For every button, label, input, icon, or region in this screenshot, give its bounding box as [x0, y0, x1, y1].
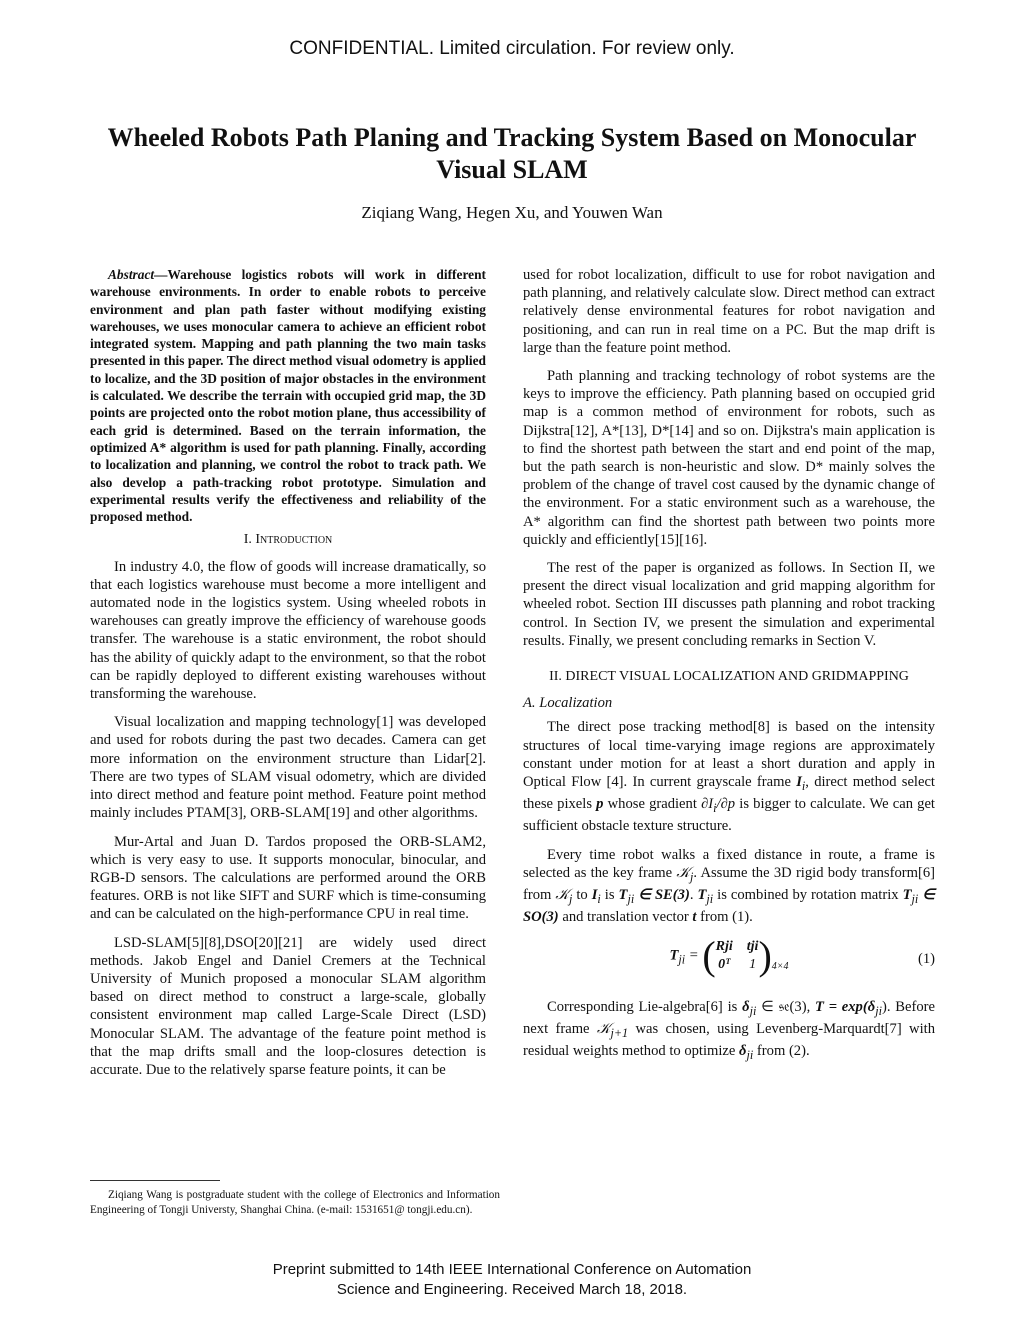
equation-1-body: $T_{ji}$ = ( Rji tji 0ᵀ 1 ) 4×4 [669, 933, 789, 979]
section-number: I. [243, 532, 252, 548]
section-title: Introduction [255, 532, 333, 548]
abstract-text: Warehouse logistics robots will work in different warehouse environments. In order to enable robots to perceive environment and plan path faster without modifying existing warehouses, we uses monocular camera to achieve an efficient robot integrated system. Mapping and path planning the two main tasks presented in this paper. The direct method visual odometry is applied to localize, and the 3D position of major obstacles in the environment is calculated. We describe the terrain with occupied grid map, the 3D points are projected onto the robot motion plane, thus accessibility of each grid is determined. Based on the terrain information, the optimized A* algorithm is used for path planning. Finally, according to localization and planning, we control the robot to track path. We also develop a path-tracking robot prototype. Simulation and experimental results verify the effectiveness and reliability of the proposed method. [90, 267, 486, 525]
intro-paragraph-3: Mur-Artal and Juan D. Tardos proposed the ORB-SLAM2, which is very easy to use. It supports monocular, binocular, and RGB-D sensors. The calculations are performed around the ORB features. ORB is not like SIFT and SURF which is time-consuming and can be calculated on the high-performance CPU in real time. [90, 833, 486, 923]
section-heading-localization: II. DIRECT VISUAL LOCALIZATION AND GRIDMAPPING [549, 669, 909, 685]
footer-line-1: Preprint submitted to 14th IEEE International Conference on Automation [272, 1261, 752, 1278]
abstract-lead: Abstract— [108, 267, 168, 282]
author-footnote: Ziqiang Wang is postgraduate student with the college of Electronics and Information Engineering of Tongji Universty, Shanghai China. (e-mail: 1531651@ tongji.edu.cn). [90, 1189, 500, 1216]
localization-paragraph-3: Corresponding Lie-algebra[6] is $\delta_{ji}$ ∈ 𝔰𝔢(3), $T = \exp(\delta_{ji})$. Before next frame 𝒦$_{j+1}$ was chosen, using Levenberg-Marquardt[7] with residual weights method to optimize $\delta_{ji}$ from (2). [523, 999, 935, 1063]
localization-paragraph-2: Every time robot walks a fixed distance in route, a frame is selected as the key frame 𝒦$_j$. Assume the 3D rigid body transform[6] from 𝒦$_j$ to $I_i$ is $T_{ji}$ ∈ SE(3). $T_{ji}$ is combined by rotation matrix $T_{ji}$ ∈ SO(3) and translation vector t from (1). [523, 846, 935, 925]
equation-1 [523, 933, 935, 990]
intro-paragraph-4: LSD-SLAM[5][8],DSO[20][21] are widely used direct methods. Jakob Engel and Daniel Cremers at the Technical University of Munich proposed a monocular SLAM algorithm based on direct method to construct a large-scale, globally consistent environment map called Large-Scale Direct (LSD) Monocular SLAM. The advantage of the feature point method is that the map drifts small and the loop-closures detection is accurate. Due to the relatively sparse feature points, it can be [90, 934, 486, 1078]
transform-matrix: ( Rji tji 0ᵀ 1 ) 4×4 [702, 933, 789, 979]
intro-paragraph-6: The rest of the paper is organized as follows. In Section II, we present the direct visual localization and grid mapping algorithm for wheeled robot. Section III discusses path planning and robot tracking control. In Section IV, we present the simulation and experimental results. Finally, we present concluding remarks in Section V. [523, 560, 935, 649]
abstract [90, 266, 486, 525]
paper-title: Wheeled Robots Path Planing and Tracking System Based on Monocular Visual SLAM [107, 123, 917, 184]
intro-paragraph-2: Visual localization and mapping technology[1] was developed and used for robots during the past two decades. Camera can get more information on the environment structure than Lidar[2]. There are two types of SLAM visual odometry, which are divided into direct method and feature point method. Feature point method mainly includes PTAM[3], ORB-SLAM[19] and other algorithms. [90, 714, 486, 822]
submission-footer [0, 1260, 1024, 1300]
intro-paragraph-4-continued: used for robot localization, difficult to use for robot navigation and path planning, and relatively calculate slow. Direct method can extract relatively dense environmental features for robot navigation and positioning, and can run in real time on a PC. But the map drift is large than the feature point method. [523, 267, 935, 356]
subsection-heading-localization: A. Localization [523, 695, 613, 712]
localization-paragraph-1: The direct pose tracking method[8] is based on the intensity structures of local time-varying image regions are approximately constant under motion for at least a short duration and apply in Optical Flow [4]. In current grayscale frame $I_i$, direct method select these pixels p whose gradient $\partial I_i/\partial p$ is bigger to calculate. We can get sufficient obstacle texture structure. [523, 719, 935, 835]
footer-line-2: Science and Engineering. Received March 18, 2018. [336, 1281, 688, 1298]
intro-paragraph-1: In industry 4.0, the flow of goods will increase dramatically, so that each logistics warehouse must become a more intelligent and automated node in the logistics system. Using wheeled robots in warehouses can greatly improve the efficiency of warehouse goods transfer. The warehouse is a static environment, the robot should has the ability of quickly adapt to the environment, so that the robot can be rapidly deployed to different existing warehouses without transforming the warehouse. [90, 558, 486, 703]
confidential-banner: CONFIDENTIAL. Limited circulation. For review only. [289, 38, 735, 59]
equation-1-number: (1) [917, 951, 935, 968]
paper-authors: Ziqiang Wang, Hegen Xu, and Youwen Wan [361, 203, 663, 222]
section-heading-introduction [90, 531, 486, 549]
footnote-divider [90, 1180, 220, 1181]
left-column [90, 266, 486, 1089]
intro-paragraph-5: Path planning and tracking technology of robot systems are the keys to improve the efficiency. Path planning based on occupied grid map is a common method of environment for robots, such as Dijkstra[12], A*[13], D*[14] and so on. Dijkstra's main application is to find the shortest path between the start and end point of the map, but the path search is non-heuristic and slow. D* mainly solves the problem of the change of travel cost caused by the dynamic change of the environment. For a static environment such as a warehouse, the A* algorithm can find the shortest path between two points more quickly and efficiently[15][16]. [523, 368, 935, 548]
right-column [523, 266, 935, 1074]
